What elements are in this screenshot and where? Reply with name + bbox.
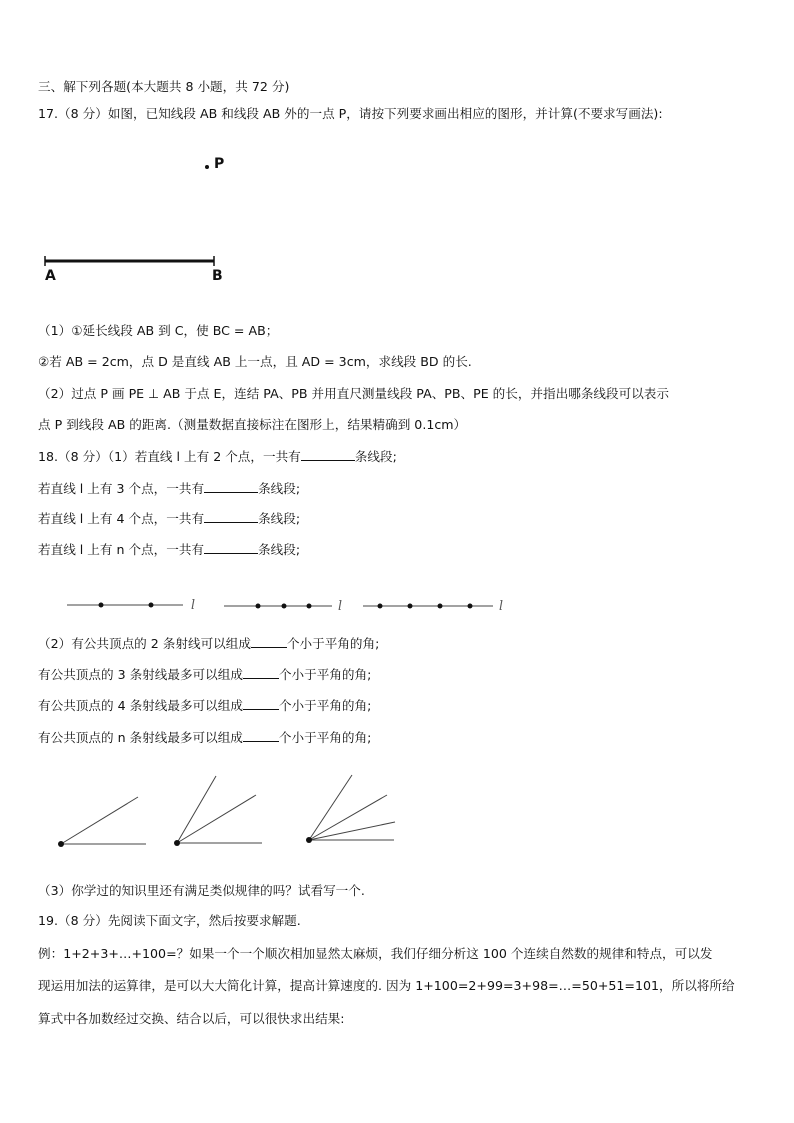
label-p: P (214, 156, 225, 172)
suffix: 条线段; (258, 511, 301, 526)
q18-ray2-text: 有公共顶点的 3 条射线最多可以组成 (38, 667, 243, 682)
q19-p3: 算式中各加数经过交换、结合以后，可以很快求出结果: (38, 1011, 345, 1026)
label-a: A (45, 268, 56, 284)
section-header: 三、解下列各题(本大题共 8 小题，共 72 分) (38, 79, 290, 94)
line-label-2: l (338, 598, 343, 613)
line-label-3: l (499, 598, 504, 613)
q19-p2: 现运用加法的运算律，是可以大大简化计算，提高计算速度的. 因为 1+100=2+99=3+98=…=50+51=101，所以将所给 (38, 978, 735, 993)
q18-line2-text: 若直线 l 上有 3 个点，一共有 (38, 481, 205, 496)
label-b: B (212, 268, 223, 284)
q17-part1-b: ②若 AB = 2cm，点 D 是直线 AB 上一点，且 AD = 3cm，求线段 BD 的长. (38, 354, 472, 369)
suffix: 个小于平角的角; (278, 730, 372, 745)
suffix: 个小于平角的角; (286, 636, 380, 651)
rays-4 (306, 775, 395, 843)
line-label-1: l (191, 597, 196, 612)
q17-part2-a: （2）过点 P 画 PE ⊥ AB 于点 E，连结 PA、PB 并用直尺测量线段 PA、PB、PE 的长，并指出哪条线段可以表示 (38, 386, 669, 401)
q18-ray4-text: 有公共顶点的 n 条射线最多可以组成 (38, 730, 243, 745)
suffix: 条线段; (258, 542, 301, 557)
suffix: 个小于平角的角; (278, 698, 372, 713)
q18-line1-text: 18.（8 分）（1）若直线 l 上有 2 个点，一共有 (38, 449, 301, 464)
q18-line4-text: 若直线 l 上有 n 个点，一共有 (38, 542, 205, 557)
q18-part3: （3）你学过的知识里还有满足类似规律的吗？试看写一个. (38, 883, 365, 898)
q19-p1: 例：1+2+3+…+100=？如果一个一个顺次相加显然太麻烦，我们仔细分析这 100 个连续自然数的规律和特点，可以发 (38, 946, 713, 961)
rays-2 (58, 797, 146, 847)
suffix: 个小于平角的角; (278, 667, 372, 682)
q17-stem: 17.（8 分）如图，已知线段 AB 和线段 AB 外的一点 P，请按下列要求画出相应的图形，并计算(不要求写画法): (38, 106, 663, 121)
rays-3 (174, 776, 262, 846)
suffix: 条线段; (258, 481, 301, 496)
q18-ray1-text: （2）有公共顶点的 2 条射线可以组成 (38, 636, 251, 651)
q18-line3-text: 若直线 l 上有 4 个点，一共有 (38, 511, 205, 526)
q19-stem: 19.（8 分）先阅读下面文字，然后按要求解题. (38, 913, 301, 928)
suffix: 条线段; (354, 449, 397, 464)
q18-ray3-text: 有公共顶点的 4 条射线最多可以组成 (38, 698, 243, 713)
q17-part1-a: （1）①延长线段 AB 到 C，使 BC = AB； (38, 323, 279, 338)
q17-part2-b: 点 P 到线段 AB 的距离.（测量数据直接标注在图形上，结果精确到 0.1cm） (38, 417, 467, 432)
